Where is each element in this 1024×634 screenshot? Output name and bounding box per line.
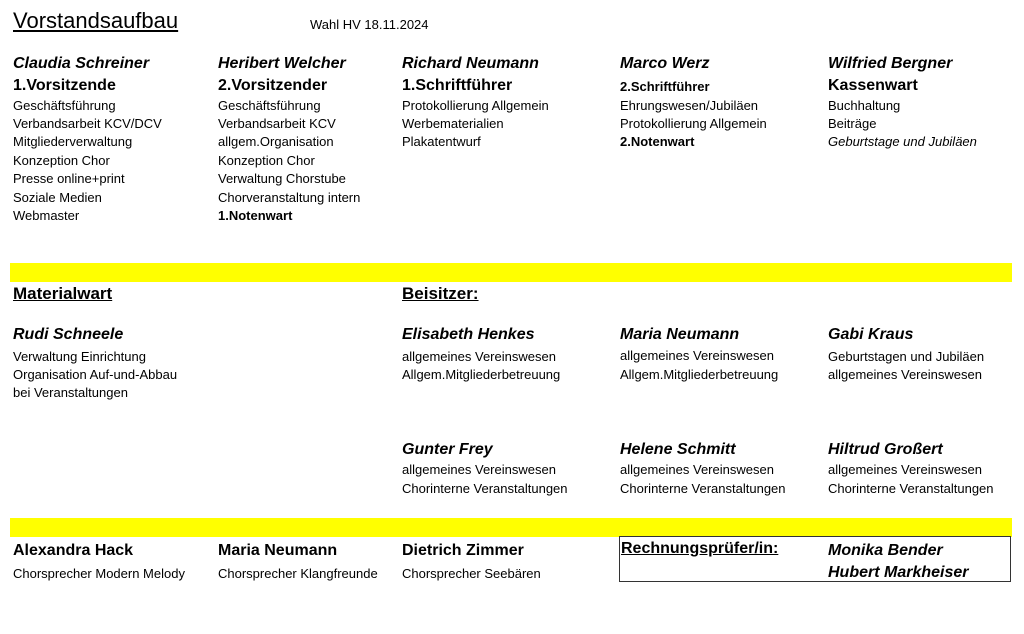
duty: Geschäftsführung <box>218 98 321 113</box>
auditors-heading: Rechnungsprüfer/in: <box>621 540 779 557</box>
duty: Chorveranstaltung intern <box>218 190 361 205</box>
duty: bei Veranstaltungen <box>13 385 128 400</box>
duty: Webmaster <box>13 208 80 223</box>
chorsprecher-name: Dietrich Zimmer <box>402 542 524 559</box>
member-role: 1.Schriftführer <box>402 77 513 94</box>
chorsprecher-desc: Chorsprecher Modern Melody <box>13 566 185 581</box>
highlight-bar <box>10 518 1012 537</box>
duty-notenwart: 2.Notenwart <box>620 134 695 149</box>
member-name: Heribert Welcher <box>218 55 346 72</box>
duty: Beiträge <box>828 116 877 131</box>
member-name: Helene Schmitt <box>620 441 736 458</box>
member-name: Marco Werz <box>620 55 710 72</box>
auditor-name: Monika Bender <box>828 542 943 559</box>
member-name: Elisabeth Henkes <box>402 326 535 343</box>
duty-notenwart: 1.Notenwart <box>218 208 293 223</box>
duty: Presse online+print <box>13 171 125 186</box>
duty: allgem.Organisation <box>218 134 334 149</box>
member-name: Hiltrud Großert <box>828 441 943 458</box>
member-name: Maria Neumann <box>620 326 740 343</box>
duty: allgemeines Vereinswesen <box>828 462 982 477</box>
duty-italic: Geburtstage und Jubiläen <box>828 134 977 149</box>
duty: Soziale Medien <box>13 190 102 205</box>
duty: allgemeines Vereinswesen <box>620 348 774 363</box>
duty: Konzeption Chor <box>13 153 110 168</box>
chorsprecher-name: Alexandra Hack <box>13 542 134 559</box>
chorsprecher-name: Maria Neumann <box>218 542 338 559</box>
duty: Chorinterne Veranstaltungen <box>402 481 568 496</box>
duty: Protokollierung Allgemein <box>402 98 549 113</box>
duty: Geburtstagen und Jubiläen <box>828 349 985 364</box>
member-role: 2.Schriftführer <box>620 79 710 94</box>
beisitzer-heading: Beisitzer: <box>402 284 479 303</box>
duty: Verbandsarbeit KCV/DCV <box>13 116 162 131</box>
duty: Werbematerialien <box>402 116 504 131</box>
duty: Organisation Auf-und-Abbau <box>13 367 178 382</box>
highlight-bar <box>10 263 1012 282</box>
duty: allgemeines Vereinswesen <box>828 367 982 382</box>
duty: Verwaltung Einrichtung <box>13 349 146 364</box>
duty: Konzeption Chor <box>218 153 315 168</box>
member-role: 2.Vorsitzender <box>218 77 328 94</box>
duty: Verbandsarbeit KCV <box>218 116 336 131</box>
materialwart-name: Rudi Schneele <box>13 326 124 343</box>
member-name: Gunter Frey <box>402 441 493 458</box>
member-name: Wilfried Bergner <box>828 55 953 72</box>
member-role: 1.Vorsitzende <box>13 77 116 94</box>
duty: Geschäftsführung <box>13 98 116 113</box>
duty: Chorinterne Veranstaltungen <box>620 481 786 496</box>
duty: allgemeines Vereinswesen <box>402 349 556 364</box>
chorsprecher-desc: Chorsprecher Klangfreunde <box>218 566 378 581</box>
duty: allgemeines Vereinswesen <box>620 462 774 477</box>
member-name: Richard Neumann <box>402 55 539 72</box>
chorsprecher-desc: Chorsprecher Seebären <box>402 566 541 581</box>
duty: Protokollierung Allgemein <box>620 116 767 131</box>
duty: Chorinterne Veranstaltungen <box>828 481 994 496</box>
member-role: Kassenwart <box>828 77 918 94</box>
duty: allgemeines Vereinswesen <box>402 462 556 477</box>
auditor-name: Hubert Markheiser <box>828 564 969 581</box>
duty: Buchhaltung <box>828 98 901 113</box>
duty: Ehrungswesen/Jubiläen <box>620 98 759 113</box>
duty: Allgem.Mitgliederbetreuung <box>402 367 561 382</box>
duty: Allgem.Mitgliederbetreuung <box>620 367 779 382</box>
materialwart-heading: Materialwart <box>13 284 113 303</box>
member-name: Gabi Kraus <box>828 326 914 343</box>
duty: Mitgliederverwaltung <box>13 134 133 149</box>
member-name: Claudia Schreiner <box>13 55 150 72</box>
duty: Plakatentwurf <box>402 134 481 149</box>
duty: Verwaltung Chorstube <box>218 171 346 186</box>
page-title: Vorstandsaufbau <box>13 8 179 33</box>
election-date: Wahl HV 18.11.2024 <box>310 17 429 32</box>
